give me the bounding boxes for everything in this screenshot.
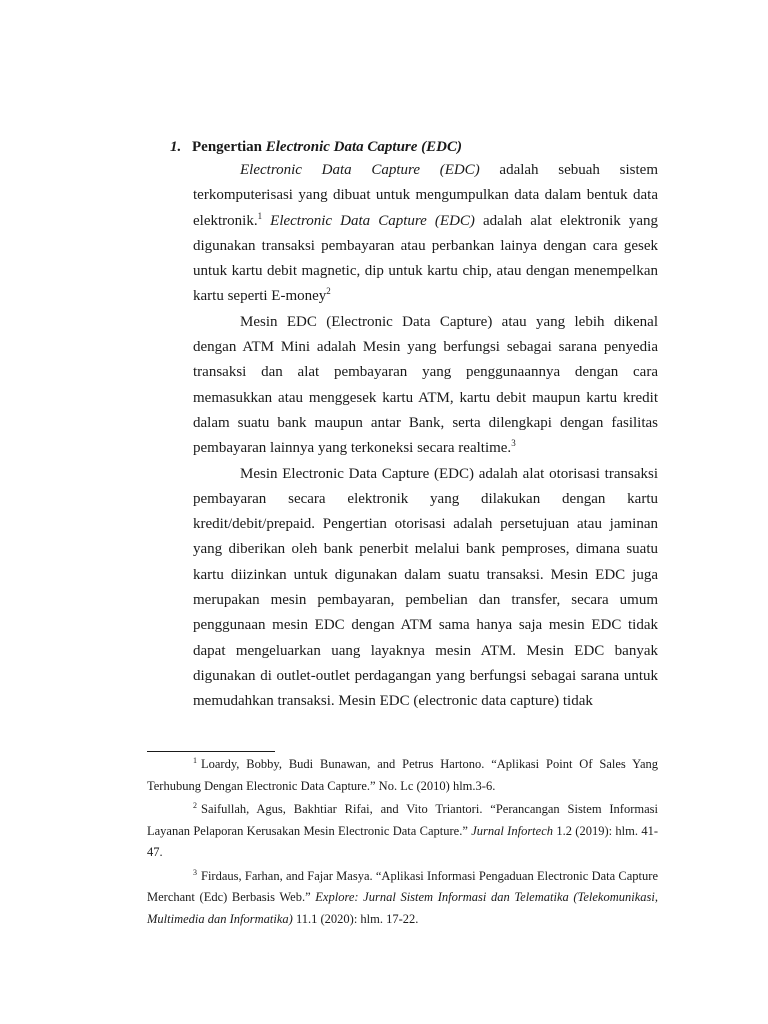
- footnotes: [147, 754, 658, 932]
- footnote-3-number: 3: [193, 867, 197, 877]
- footnote-1-number: 1: [193, 756, 197, 765]
- p1-term: Electronic Data Capture (EDC): [240, 162, 480, 178]
- p1-text-b: adalah alat elektronik yang digunakan transaksi pembayaran atau perbankan lainya dengan cara gesek untuk kartu debit magnetic, dip untuk kartu chip, atau dengan menempelkan kartu seperti E-money: [193, 212, 658, 305]
- footnote-3-rest: 11.1 (2020): hlm. 17-22.: [292, 911, 419, 926]
- footnote-ref-2[interactable]: 2: [326, 286, 331, 297]
- body-text: [193, 158, 658, 715]
- section-heading: [170, 137, 462, 157]
- footnote-3-text: Firdaus, Farhan, and Fajar Masya. “Aplikasi Informasi Pengaduan Electronic Data Capture Merchant (Edc) Berbasis Web.”: [147, 868, 658, 904]
- footnote-ref-1[interactable]: 1: [257, 210, 263, 221]
- paragraph-3: [193, 462, 658, 715]
- paragraph-1: [193, 158, 658, 310]
- footnote-separator: [147, 751, 275, 752]
- p3-text: Mesin Electronic Data Capture (EDC) adalah alat otorisasi transaksi pembayaran secara elektronik yang dilakukan dengan kartu kredit/debit/prepaid. Pengertian otorisasi adalah persetujuan atau jaminan yang diberikan oleh bank penerbit melalui bank pemproses, dimana suatu kartu diizinkan untuk digunakan dalam suatu transaksi. Mesin EDC juga merupakan mesin pembayaran, pembelian dan transfer, secara umum penggunaan mesin EDC dengan ATM sama hanya saja mesin EDC tidak dapat mengeluarkan uang layaknya mesin ATM. Mesin EDC banyak digunakan di outlet-outlet perdagangan yang berfungsi sebagai sarana untuk memudahkan transaksi. Mesin EDC (electronic data capture) tidak: [193, 465, 658, 710]
- footnote-2-text: Saifullah, Agus, Bakhtiar Rifai, and Vito Triantori. “Perancangan Sistem Informasi Layanan Pelaporan Kerusakan Mesin Electronic Data Capture.”: [147, 802, 658, 838]
- footnote-2-rest: 1.2 (2019): hlm. 41-47.: [147, 823, 658, 859]
- section-title-italic: Electronic Data Capture (EDC): [265, 139, 462, 155]
- p1-text-a: adalah sebuah sistem terkomputerisasi yang dibuat untuk mengumpulkan data dalam bentuk data elektronik.: [193, 162, 658, 229]
- footnote-ref-3[interactable]: 3: [511, 438, 516, 449]
- footnote-1: [147, 754, 658, 797]
- footnote-3-journal: Explore: Jurnal Sistem Informasi dan Telematika (Telekomunikasi, Multimedia dan Informatika): [147, 890, 658, 926]
- p1-term-2: Electronic Data Capture (EDC): [262, 212, 475, 229]
- section-number: 1.: [170, 139, 182, 155]
- p2-text: Mesin EDC (Electronic Data Capture) atau yang lebih dikenal dengan ATM Mini adalah Mesin yang berfungsi sebagai sarana penyedia transaksi dan alat pembayaran yang penggunaannya dengan cara memasukkan atau menggesek kartu ATM, kartu debit maupun kartu kredit dalam suatu bank maupun antar Bank, serta dilengkapi dengan fasilitas pembayaran lainnya yang terkoneksi secara realtime.: [193, 313, 658, 457]
- footnote-2-number: 2: [193, 801, 197, 810]
- section-title-plain: Pengertian: [192, 139, 266, 155]
- footnote-3: [147, 866, 658, 931]
- footnote-2-journal: Jurnal Infortech: [471, 823, 554, 838]
- footnote-2: [147, 799, 658, 864]
- footnote-1-text: Loardy, Bobby, Budi Bunawan, and Petrus Hartono. “Aplikasi Point Of Sales Yang Terhubung Dengan Electronic Data Capture.” No. Lc (2010) hlm.3-6.: [147, 757, 658, 793]
- paragraph-2: [193, 310, 658, 462]
